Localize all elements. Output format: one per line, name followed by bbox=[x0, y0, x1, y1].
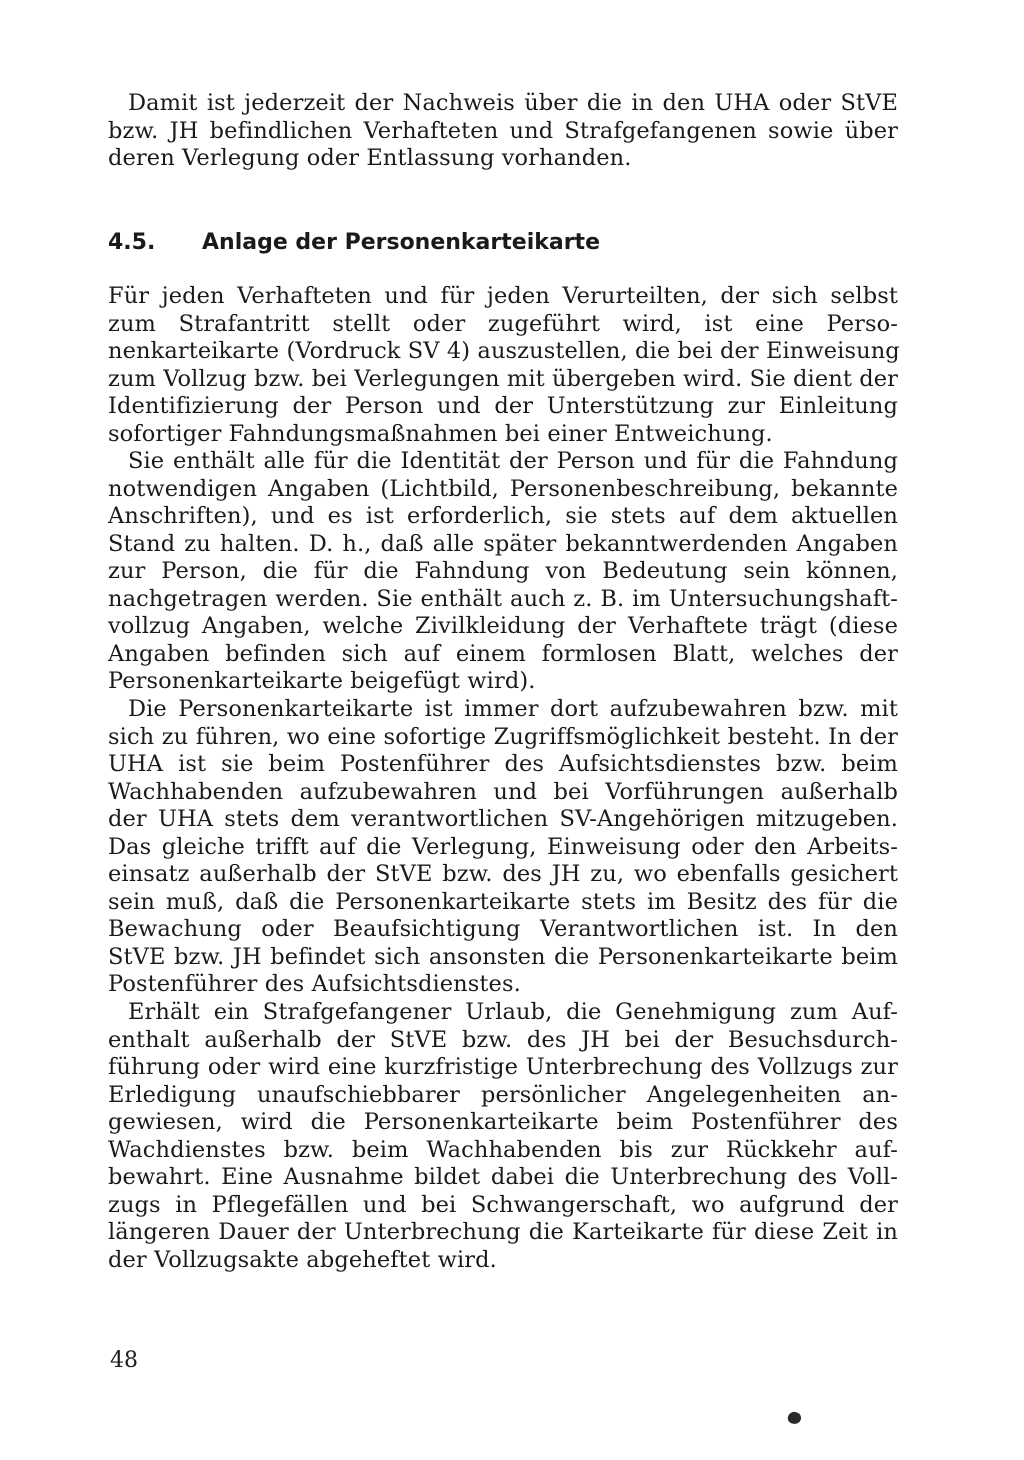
paragraph-leave bbox=[108, 999, 898, 1274]
text-line: zur Person, die für die Fahndung von Bedeutung sein können, bbox=[108, 558, 898, 584]
text-line: StVE bzw. JH befindet sich ansonsten die Personenkarteikarte beim bbox=[108, 943, 898, 970]
text-line: nachgetragen werden. Sie enthält auch z. B. im Untersuchungshaft- bbox=[108, 585, 898, 612]
section-number: 4.5. bbox=[108, 230, 156, 255]
paragraph-storage bbox=[108, 696, 898, 999]
text-line: deren Verlegung oder Entlassung vorhanden. bbox=[108, 145, 632, 171]
text-line: führung oder wird eine kurzfristige Unterbrechung des Vollzugs zur bbox=[108, 1054, 898, 1080]
text-line: Das gleiche trifft auf die Verlegung, Einweisung oder den Arbeits- bbox=[108, 833, 898, 860]
text-line: Für jeden Verhafteten und für jeden Verurteilten, der sich selbst bbox=[108, 283, 898, 309]
text-line: Damit ist jederzeit der Nachweis über die in den UHA oder StVE bbox=[128, 90, 898, 116]
text-line: sich zu führen, wo eine sofortige Zugriffsmöglichkeit besteht. In der bbox=[108, 723, 898, 750]
text-line: einsatz außerhalb der StVE bzw. des JH zu, wo ebenfalls gesichert bbox=[108, 861, 898, 887]
text-line: notwendigen Angaben (Lichtbild, Personenbeschreibung, bekannte bbox=[108, 475, 898, 502]
text-line: Erledigung unaufschiebbarer persönlicher Angelegenheiten an- bbox=[108, 1081, 898, 1108]
text-line: längeren Dauer der Unterbrechung die Karteikarte für diese Zeit in bbox=[108, 1219, 898, 1245]
paragraph-identification bbox=[108, 283, 898, 448]
text-line: Wachhabenden aufzubewahren und bei Vorführungen außerhalb bbox=[108, 778, 898, 805]
text-line: sofortiger Fahndungsmaßnahmen bei einer Entweichung. bbox=[108, 420, 773, 447]
text-line: Anschriften), und es ist erforderlich, sie stets auf dem aktuellen bbox=[108, 503, 898, 529]
text-line: Wachdienstes bzw. beim Wachhabenden bis zur Rückkehr auf- bbox=[108, 1136, 898, 1163]
paragraph-contents bbox=[108, 448, 898, 696]
text-line: Erhält ein Strafgefangener Urlaub, die Genehmigung zum Auf- bbox=[128, 999, 898, 1025]
text-line: nenkarteikarte (Vordruck SV 4) auszustellen, die bei der Einweisung bbox=[108, 338, 900, 364]
section-heading bbox=[108, 228, 600, 258]
text-line: Identifizierung der Person und der Unterstützung zur Einleitung bbox=[108, 393, 898, 419]
text-line: zum Vollzug bzw. bei Verlegungen mit übergeben wird. Sie dient der bbox=[108, 365, 899, 392]
text-line: Sie enthält alle für die Identität der Person und für die Fahndung bbox=[128, 448, 898, 474]
text-line: sein muß, daß die Personenkarteikarte stets im Besitz des für die bbox=[108, 888, 898, 915]
text-line: der Vollzugsakte abgeheftet wird. bbox=[108, 1246, 497, 1273]
page-number: 48 bbox=[110, 1348, 138, 1373]
ink-speck bbox=[786, 1410, 802, 1426]
text-line: Personenkarteikarte beigefügt wird). bbox=[108, 668, 536, 694]
section-title: Anlage der Personenkarteikarte bbox=[202, 230, 600, 255]
text-line: Die Personenkarteikarte ist immer dort aufzubewahren bzw. mit bbox=[128, 696, 898, 722]
text-line: zum Strafantritt stellt oder zugeführt wird, ist eine Perso- bbox=[108, 310, 898, 337]
text-line: UHA ist sie beim Postenführer des Aufsichtsdienstes bzw. beim bbox=[108, 751, 898, 777]
text-line: Stand zu halten. D. h., daß alle später bekanntwerdenden Angaben bbox=[108, 530, 898, 557]
text-line: enthalt außerhalb der StVE bzw. des JH bei der Besuchsdurch- bbox=[108, 1026, 898, 1053]
text-line: Bewachung oder Beaufsichtigung Verantwortlichen ist. In den bbox=[108, 916, 898, 942]
text-line: Postenführer des Aufsichtsdienstes. bbox=[108, 971, 521, 997]
intro-paragraph bbox=[108, 90, 898, 173]
text-line: Angaben befinden sich auf einem formlosen Blatt, welches der bbox=[108, 640, 898, 667]
text-line: zugs in Pflegefällen und bei Schwangerschaft, wo aufgrund der bbox=[108, 1191, 898, 1218]
text-line: der UHA stets dem verantwortlichen SV-Angehörigen mitzugeben. bbox=[108, 806, 898, 832]
text-line: bewahrt. Eine Ausnahme bildet dabei die Unterbrechung des Voll- bbox=[108, 1164, 898, 1190]
text-line: vollzug Angaben, welche Zivilkleidung der Verhaftete trägt (diese bbox=[108, 613, 898, 639]
text-line: gewiesen, wird die Personenkarteikarte beim Postenführer des bbox=[108, 1109, 898, 1135]
text-line: bzw. JH befindlichen Verhafteten und Strafgefangenen sowie über bbox=[108, 117, 898, 144]
